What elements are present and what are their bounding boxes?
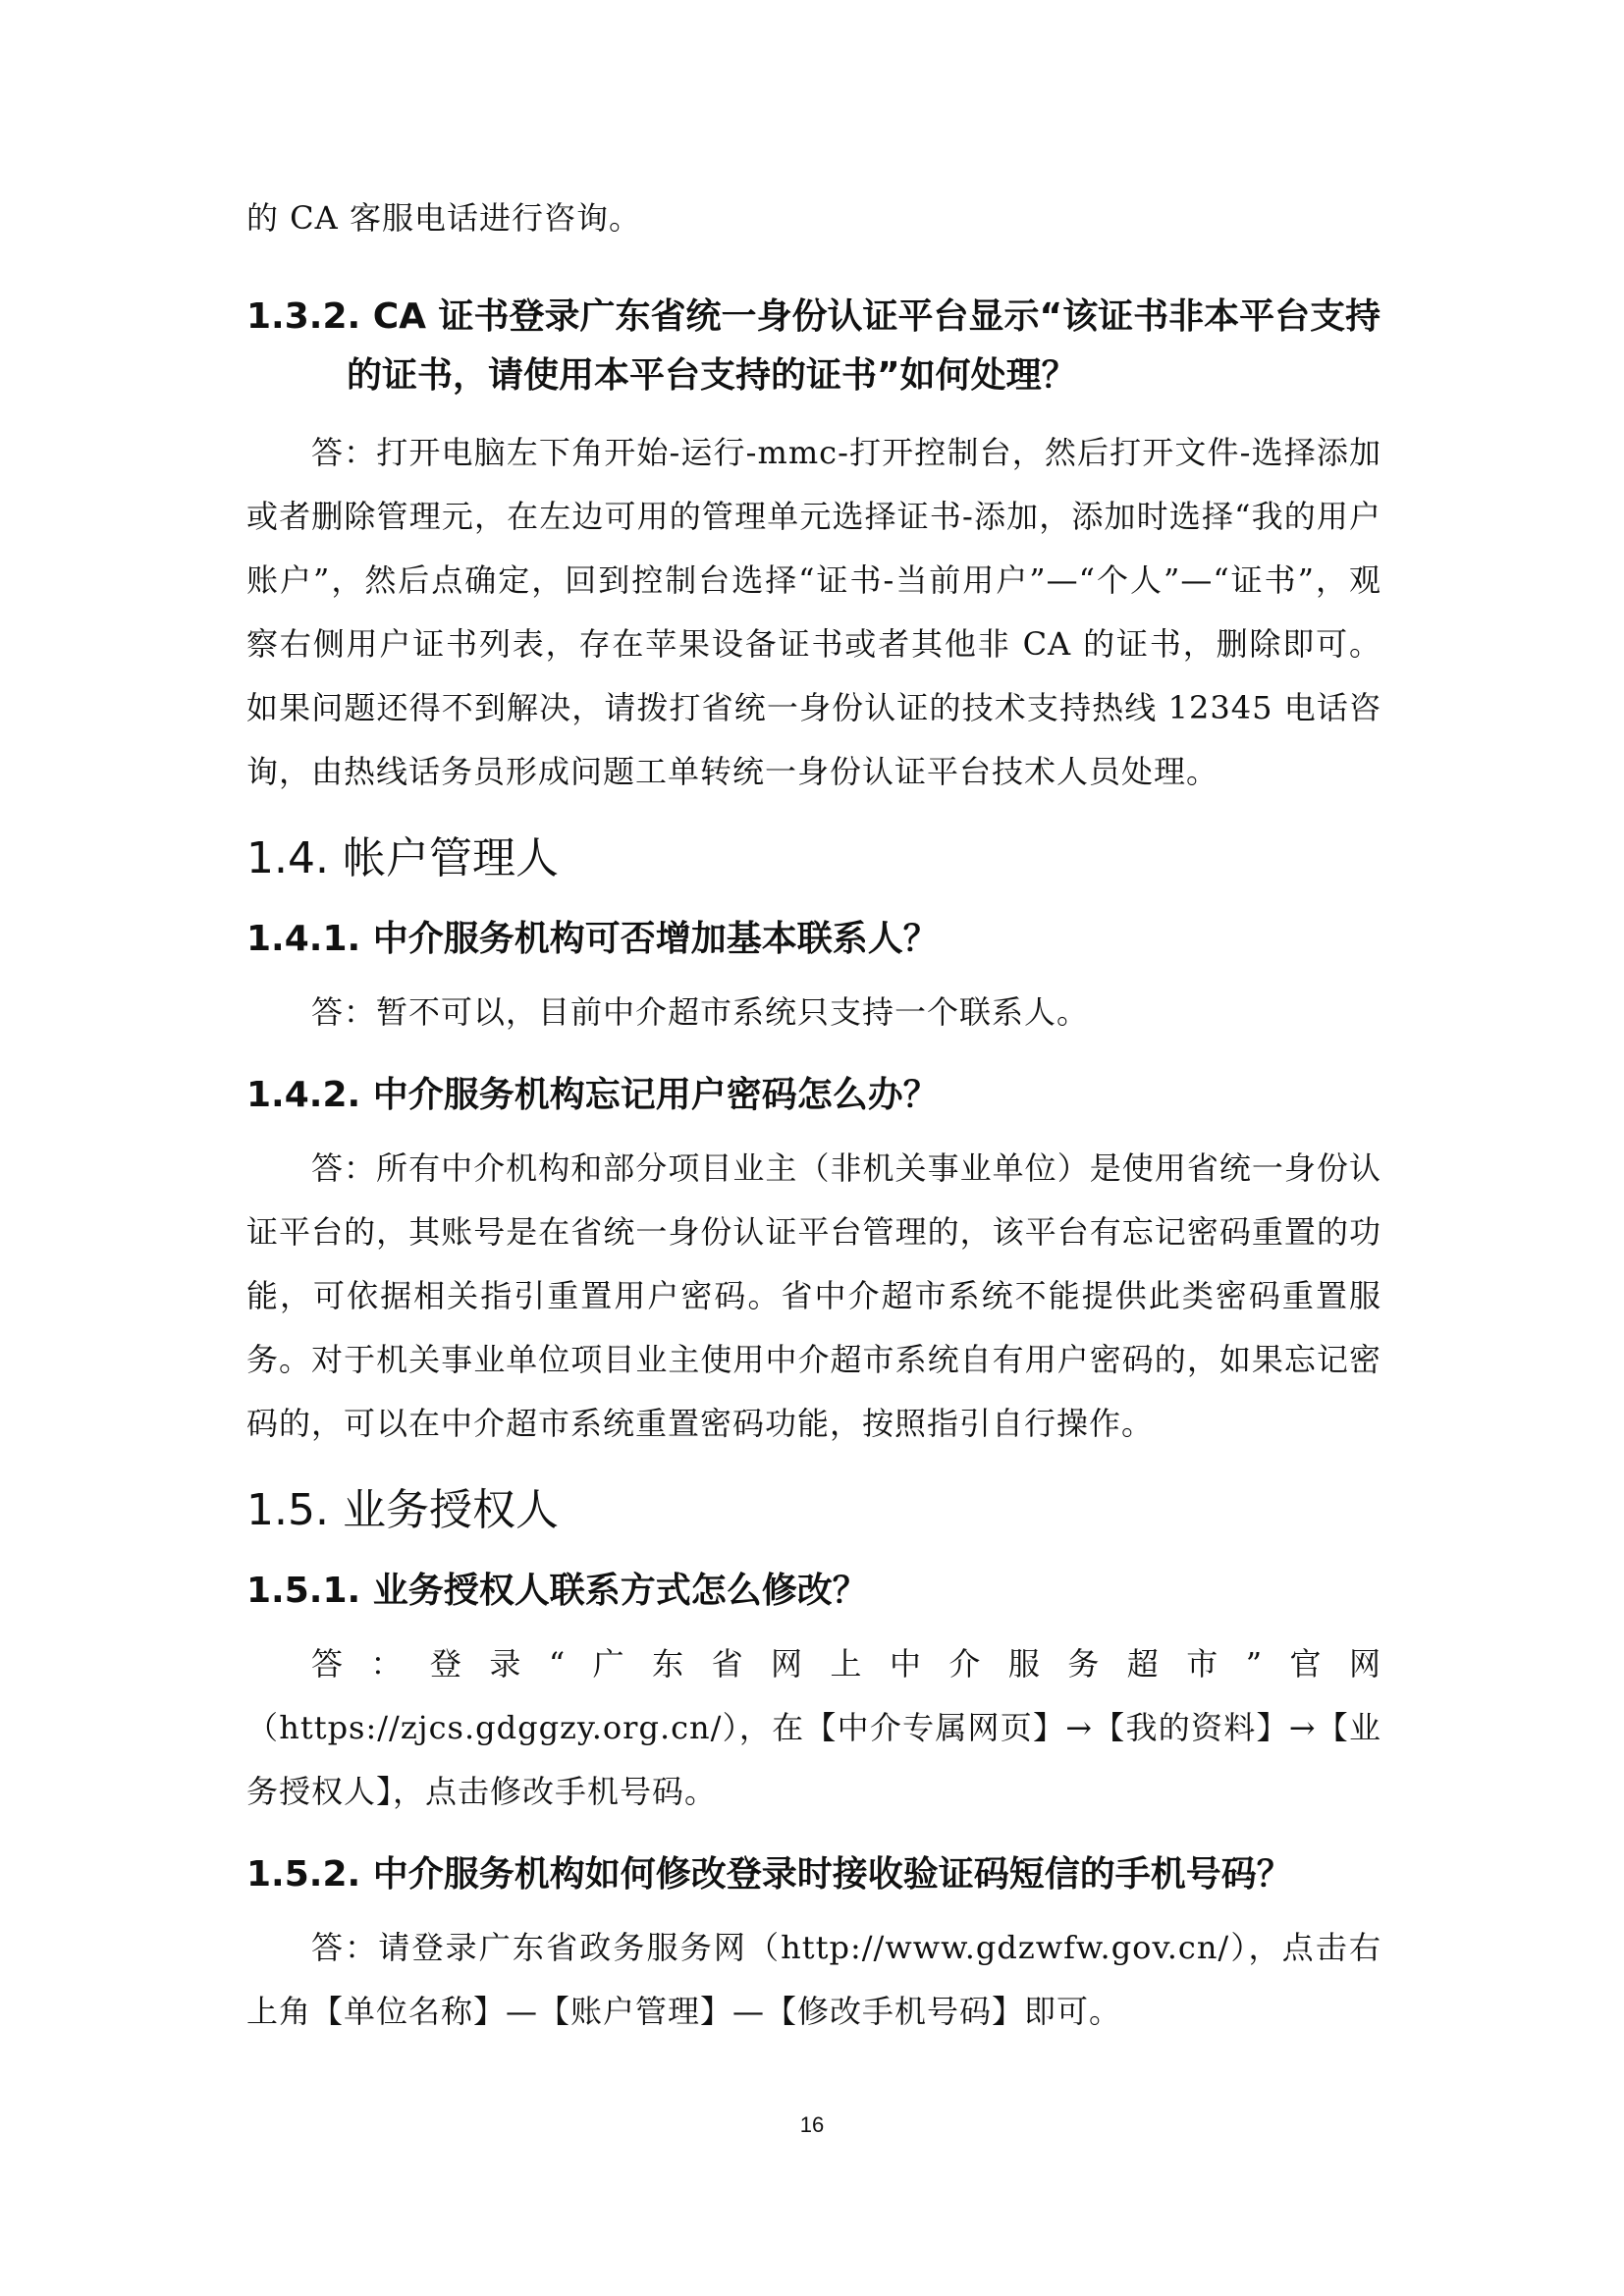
answer-1-5-2: 答：请登录广东省政务服务网（http://www.gdzwfw.gov.cn/），点击右上角【单位名称】—【账户管理】—【修改手机号码】即可。 [246, 1929, 1381, 2030]
heading-1-5: 1.5. 业务授权人 [246, 1485, 559, 1535]
page-content [246, 187, 1381, 2044]
heading-1-4-2: 1.4.2. 中介服务机构忘记用户密码怎么办？ [246, 1075, 939, 1115]
intro-paragraph-tail: 的 CA 客服电话进行咨询。 [246, 199, 641, 237]
heading-1-4-1: 1.4.1. 中介服务机构可否增加基本联系人？ [246, 919, 939, 959]
page-number: 16 [799, 2112, 825, 2137]
answer-1-4-1: 答：暂不可以，目前中介超市系统只支持一个联系人。 [311, 993, 1090, 1031]
heading-1-5-1: 1.5.1. 业务授权人联系方式怎么修改？ [246, 1571, 868, 1611]
heading-1-4: 1.4. 帐户管理人 [246, 833, 559, 883]
answer-1-4-2: 答：所有中介机构和部分项目业主（非机关事业单位）是使用省统一身份认证平台的，其账号是在省统一身份认证平台管理的，该平台有忘记密码重置的功能，可依据相关指引重置用户密码。省中介超市系统不能提供此类密码重置服务。对于机关事业单位项目业主使用中介超市系统自有用户密码的，如果忘记密码的，可以在中介超市系统重置密码功能，按照指引自行操作。 [246, 1149, 1381, 1442]
answer-1-3-2: 答：打开电脑左下角开始-运行-mmc-打开控制台，然后打开文件-选择添加或者删除管理元，在左边可用的管理单元选择证书-添加，添加时选择“我的用户账户”，然后点确定，回到控制台选择“证书-当前用户”—“个人”—“证书”，观察右侧用户证书列表，存在苹果设备证书或者其他非 CA 的证书，删除即可。如果问题还得不到解决，请拨打省统一身份认证的技术支持热线 12345 电话咨询，由热线话务员形成问题工单转统一身份认证平台技术人员处理。 [246, 434, 1381, 790]
answer-1-5-1: 答：登录“广东省网上中介服务超市”官网（https://zjcs.gdggzy.org.cn/），在【中介专属网页】→【我的资料】→【业务授权人】，点击修改手机号码。 [246, 1645, 1381, 1810]
heading-1-5-2: 1.5.2. 中介服务机构如何修改登录时接收验证码短信的手机号码？ [246, 1854, 1292, 1895]
heading-1-3-2: 1.3.2. CA 证书登录广东省统一身份认证平台显示“该证书非本平台支持的证书，请使用本平台支持的证书”如何处理？ [246, 296, 1381, 396]
